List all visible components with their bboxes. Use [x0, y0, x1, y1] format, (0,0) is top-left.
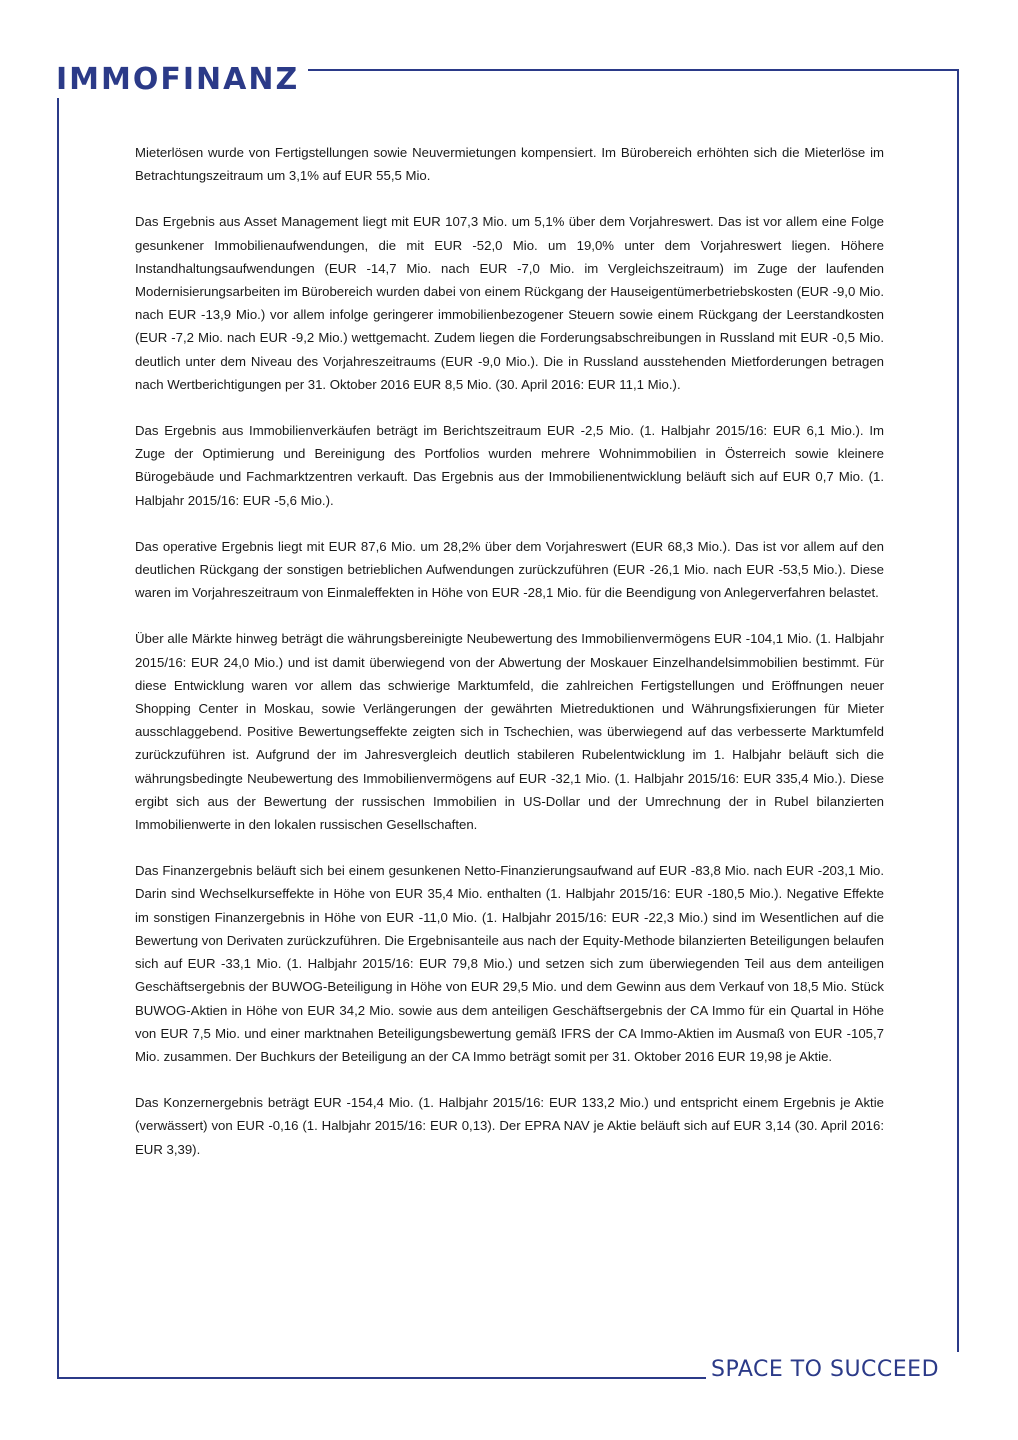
paragraph-operating-result: Das operative Ergebnis liegt mit EUR 87,6 Mio. um 28,2% über dem Vorjahreswert (EUR 68,3 Mio.). Das ist vor allem auf den deutlichen Rückgang der sonstigen betrieblichen Aufwendungen zurückzuführen (EUR -26,1 Mio. nach EUR -53,5 Mio.). Diese waren im Vorjahreszeitraum von Einmaleffekten in Höhe von EUR -28,1 Mio. für die Beendigung von Anlegerverfahren belastet. [135, 538, 884, 601]
footer-tagline: SPACE TO SUCCEED [711, 1357, 940, 1382]
frame-line-right [957, 69, 959, 1352]
frame-line-bottom [57, 1377, 706, 1379]
paragraph-rental-income: Mieterlösen wurde von Fertigstellungen sowie Neuvermietungen kompensiert. Im Bürobereich erhöhten sich die Mieterlöse im Betrachtungszeitraum um 3,1% auf EUR 55,5 Mio. [135, 145, 884, 184]
paragraph-revaluation: Über alle Märkte hinweg beträgt die währungsbereinigte Neubewertung des Immobilienvermögens EUR -104,1 Mio. (1. Halbjahr 2015/16: EUR 24,0 Mio.) und ist damit überwiegend von der Abwertung der Moskauer Einzelhandelsimmobilien bestimmt. Für diese Entwicklung waren vor allem das schwierige Marktumfeld, die zahlreichen Fertigstellungen und Eröffnungen neuer Shopping Center in Moskau, sowie Verlängerungen der gewährten Mietreduktionen und Währungsfixierungen für Mieter ausschlaggebend. Positive Bewertungseffekte zeigten sich in Tschechien, was überwiegend auf das verbesserte Marktumfeld zurückzuführen ist. Aufgrund der im Jahresvergleich deutlich stabileren Rubelentwicklung im 1. Halbjahr beläuft sich die währungsbedingte Neubewertung des Immobilienvermögens auf EUR -32,1 Mio. (1. Halbjahr 2015/16: EUR 335,4 Mio.). Diese ergibt sich aus der Bewertung der russischen Immobilien in US-Dollar und der Umrechnung der in Rubel bilanzierten Immobilienwerte in den lokalen russischen Gesellschaften. [135, 631, 884, 833]
paragraph-group-result: Das Konzernergebnis beträgt EUR -154,4 Mio. (1. Halbjahr 2015/16: EUR 133,2 Mio.) und entspricht einem Ergebnis je Aktie (verwässert) von EUR -0,16 (1. Halbjahr 2015/16: EUR 0,13). Der EPRA NAV je Aktie beläuft sich auf EUR 3,14 (30. April 2016: EUR 3,39). [135, 1095, 884, 1157]
paragraph-property-sales: Das Ergebnis aus Immobilienverkäufen beträgt im Berichtszeitraum EUR -2,5 Mio. (1. Halbjahr 2015/16: EUR 6,1 Mio.). Im Zuge der Optimierung und Bereinigung des Portfolios wurden mehrere Wohnimmobilien in Österreich sowie kleinere Bürogebäude und Fachmarktzentren verkauft. Das Ergebnis aus der Immobilienentwicklung beläuft sich auf EUR 0,7 Mio. (1. Halbjahr 2015/16: EUR -5,6 Mio.). [135, 423, 884, 508]
company-logo: IMMOFINANZ [56, 62, 300, 97]
frame-line-top [308, 69, 959, 71]
paragraph-asset-management: Das Ergebnis aus Asset Management liegt mit EUR 107,3 Mio. um 5,1% über dem Vorjahreswert. Das ist vor allem eine Folge gesunkener Immobilienaufwendungen, die mit EUR -52,0 Mio. um 19,0% unter dem Vorjahreswert liegen. Höhere Instandhaltungsaufwendungen (EUR -14,7 Mio. nach EUR -7,0 Mio. im Vergleichszeitraum) im Zuge der laufenden Modernisierungsarbeiten im Bürobereich wurden dabei von einem Rückgang der Hauseigentümerbetriebskosten (EUR -9,0 Mio. nach EUR -13,9 Mio.) vor allem infolge geringerer immobilienbezogener Steuern sowie einem Rückgang der Leerstandkosten (EUR -7,2 Mio. nach EUR -9,2 Mio.) wettgemacht. Zudem liegen die Forderungsabschreibungen in Russland mit EUR -0,5 Mio. deutlich unter dem Niveau des Vorjahreszeitraums (EUR -9,0 Mio.). Die in Russland ausstehenden Mietforderungen betragen nach Wertberichtigungen per 31. Oktober 2016 EUR 8,5 Mio. (30. April 2016: EUR 11,1 Mio.). [135, 214, 884, 392]
paragraph-financial-result: Das Finanzergebnis beläuft sich bei einem gesunkenen Netto-Finanzierungsaufwand auf EUR -83,8 Mio. nach EUR -203,1 Mio. Darin sind Wechselkurseffekte in Höhe von EUR 35,4 Mio. enthalten (1. Halbjahr 2015/16: EUR -180,5 Mio.). Negative Effekte im sonstigen Finanzergebnis in Höhe von EUR -11,0 Mio. (1. Halbjahr 2015/16: EUR -22,3 Mio.) sind im Wesentlichen auf die Bewertung von Derivaten zurückzuführen. Die Ergebnisanteile aus nach der Equity-Methode bilanzierten Beteiligungen belaufen sich auf EUR -33,1 Mio. (1. Halbjahr 2015/16: EUR 79,8 Mio.) und setzen sich zum überwiegenden Teil aus dem anteiligen Geschäftsergebnis der BUWOG-Beteiligung in Höhe von EUR 29,5 Mio. und dem Gewinn aus dem Verkauf von 18,5 Mio. Stück BUWOG-Aktien in Höhe von EUR 34,2 Mio. sowie aus dem anteiligen Geschäftsergebnis der CA Immo für ein Quartal in Höhe von EUR 7,5 Mio. und einer marktnahen Beteiligungsbewertung gemäß IFRS der CA Immo-Aktien im Ausmaß von EUR -105,7 Mio. zusammen. Der Buchkurs der Beteiligung an der CA Immo beträgt somit per 31. Oktober 2016 EUR 19,98 je Aktie. [135, 863, 884, 1064]
document-body [135, 141, 884, 1184]
frame-line-left [57, 98, 59, 1379]
